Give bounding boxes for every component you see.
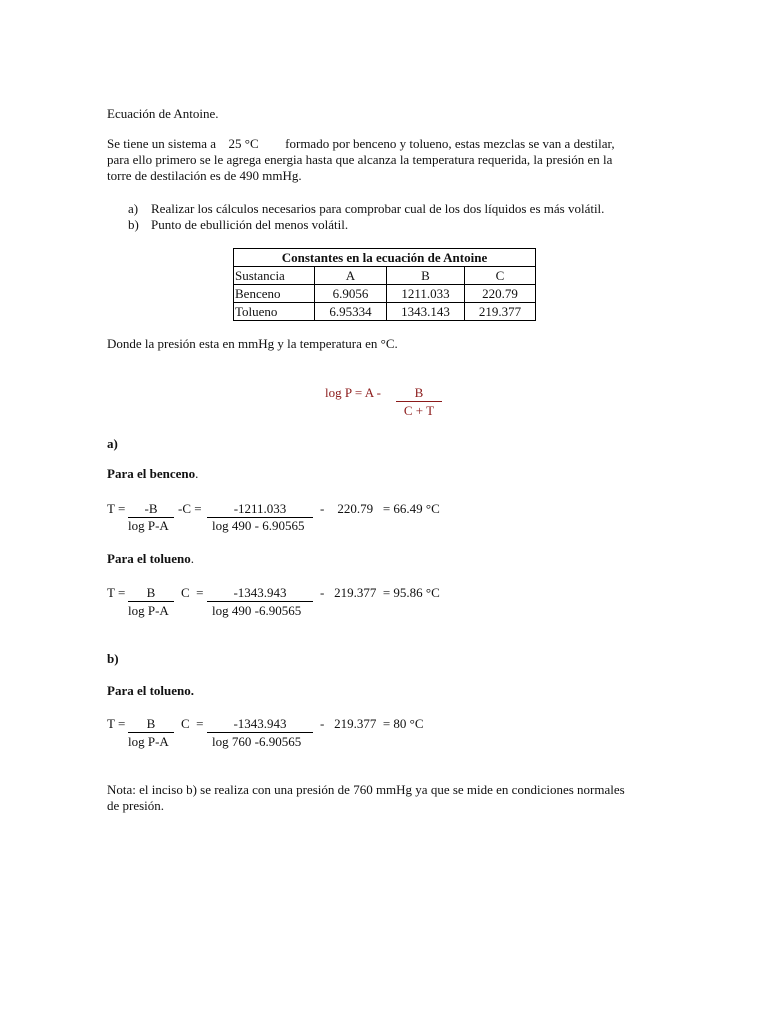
table-header-cell: C — [464, 267, 535, 285]
table-caption: Constantes en la ecuación de Antoine — [234, 249, 536, 267]
tolueno-heading-text: Para el tolueno — [107, 551, 191, 566]
intro-line-1 — [107, 136, 615, 152]
tolueno-heading-b: Para el tolueno. — [107, 683, 195, 698]
equation-minus-c: C = — [181, 585, 204, 600]
equation-minus-c: C = — [181, 716, 204, 731]
question-list — [128, 201, 604, 233]
equation-lhs: T = — [107, 585, 126, 600]
equation-result: - 220.79 = 66.49 °C — [320, 501, 440, 516]
document-title: Ecuación de Antoine. — [107, 106, 219, 121]
units-note: Donde la presión esta en mmHg y la temperatura en °C. — [107, 336, 398, 351]
table-row — [234, 285, 536, 303]
equation-lhs: T = — [107, 501, 126, 516]
equation-fraction-bar-2 — [207, 732, 313, 733]
equation-numerator-2: -1211.033 — [233, 501, 287, 516]
table-row — [234, 303, 536, 321]
question-marker: a) — [128, 201, 139, 216]
intro-line-2: para ello primero se le agrega energia hasta que alcanza la temperatura requerida, la presión en la — [107, 152, 613, 167]
equation-lhs: T = — [107, 716, 126, 731]
equation-numerator-1: -B — [144, 501, 158, 516]
equation-denominator-2: log 760 -6.90565 — [212, 734, 302, 749]
formula-numerator: B — [414, 385, 424, 400]
benceno-heading-punct: . — [195, 466, 199, 481]
equation-result: - 219.377 = 95.86 °C — [320, 585, 440, 600]
table-cell: Benceno — [234, 285, 315, 303]
equation-denominator-2: log 490 -6.90565 — [212, 603, 302, 618]
equation-numerator-2: -1343.943 — [233, 716, 287, 731]
equation-fraction-bar-1 — [128, 732, 174, 733]
table-cell: 219.377 — [464, 303, 535, 321]
equation-numerator-2: -1343.943 — [233, 585, 287, 600]
note-line-2: de presión. — [107, 798, 165, 813]
benceno-heading — [107, 466, 198, 482]
question-item — [128, 201, 604, 217]
table-header-row — [234, 267, 536, 285]
question-item — [128, 217, 604, 233]
equation-denominator-2: log 490 - 6.90565 — [212, 518, 305, 533]
equation-numerator-1: B — [146, 716, 156, 731]
table-cell: Tolueno — [234, 303, 315, 321]
table-header-cell: B — [386, 267, 464, 285]
benceno-heading-text: Para el benceno — [107, 466, 196, 481]
question-text: Punto de ebullición del menos volátil. — [151, 217, 349, 232]
table-header-cell: A — [314, 267, 386, 285]
equation-fraction-bar-1 — [128, 601, 174, 602]
equation-denominator-1: log P-A — [128, 734, 169, 749]
tolueno-heading-a — [107, 551, 194, 567]
intro-temperature: 25 °C — [228, 136, 259, 151]
equation-numerator-1: B — [146, 585, 156, 600]
table-cell: 1343.143 — [386, 303, 464, 321]
formula-denominator: C + T — [403, 403, 435, 418]
table-cell: 6.9056 — [314, 285, 386, 303]
section-b-label: b) — [107, 651, 119, 666]
table-header-cell: Sustancia — [234, 267, 315, 285]
section-a-label: a) — [107, 436, 118, 451]
intro-line1-rest: formado por benceno y tolueno, estas mezclas se van a destilar, — [285, 136, 615, 151]
equation-denominator-1: log P-A — [128, 518, 169, 533]
question-text: Realizar los cálculos necesarios para comprobar cual de los dos líquidos es más volátil. — [151, 201, 605, 216]
formula-lhs: log P = A - — [325, 385, 381, 400]
table-cell: 6.95334 — [314, 303, 386, 321]
note-line-1: Nota: el inciso b) se realiza con una presión de 760 mmHg ya que se mide en condiciones normales — [107, 782, 625, 797]
table-caption-row — [234, 249, 536, 267]
formula-fraction-bar — [396, 401, 442, 402]
question-marker: b) — [128, 217, 139, 232]
equation-result: - 219.377 = 80 °C — [320, 716, 424, 731]
antoine-constants-table — [233, 248, 536, 321]
equation-denominator-1: log P-A — [128, 603, 169, 618]
equation-minus-c: -C = — [178, 501, 202, 516]
intro-line-3: torre de destilación es de 490 mmHg. — [107, 168, 302, 183]
table-cell: 220.79 — [464, 285, 535, 303]
tolueno-heading-punct: . — [190, 551, 195, 566]
equation-fraction-bar-2 — [207, 601, 313, 602]
table-cell: 1211.033 — [386, 285, 464, 303]
intro-part1: Se tiene un sistema a — [107, 136, 217, 151]
